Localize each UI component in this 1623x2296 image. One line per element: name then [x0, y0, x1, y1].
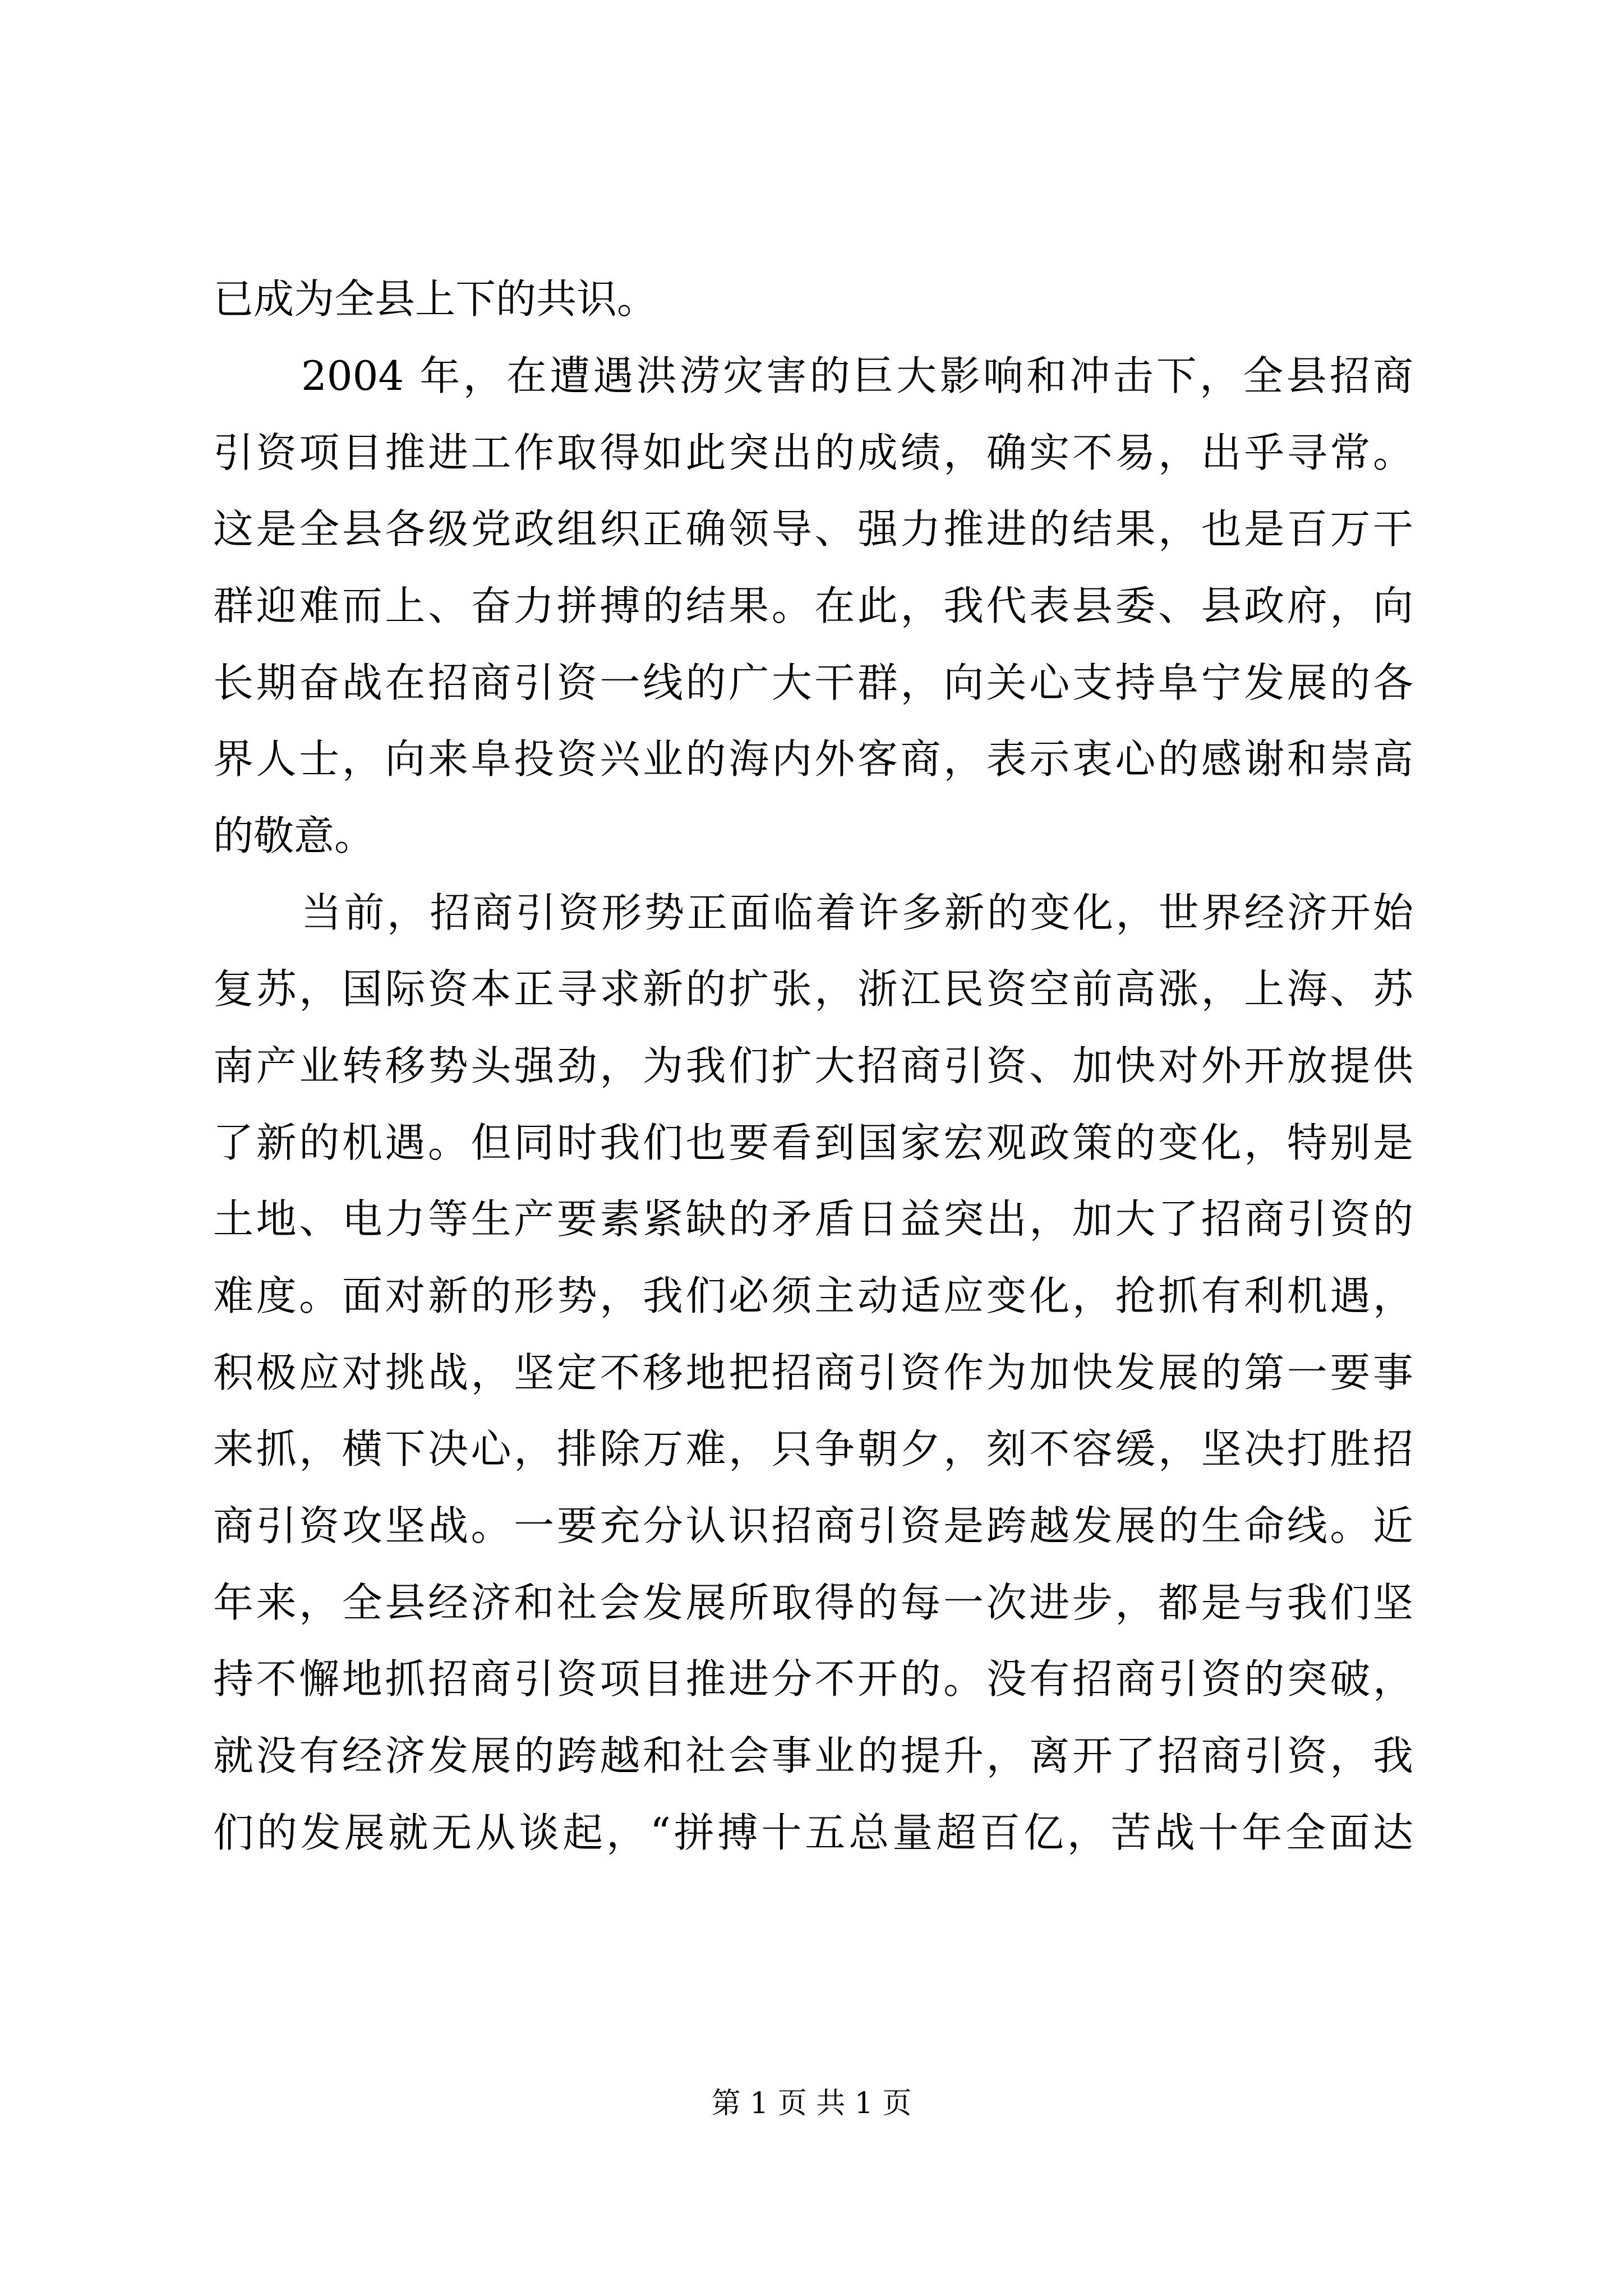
text-line: 年来，全县经济和社会发展所取得的每一次进步，都是与我们坚: [213, 1579, 1413, 1626]
text-line: 持不懈地抓招商引资项目推进分不开的。没有招商引资的突破，: [213, 1655, 1413, 1703]
text-line: 引资项目推进工作取得如此突出的成绩，确实不易，出乎寻常。: [213, 429, 1413, 476]
text-line: 难度。面对新的形势，我们必须主动适应变化，抢抓有利机遇，: [213, 1272, 1413, 1319]
text-line: 这是全县各级党政组织正确领导、强力推进的结果，也是百万干: [213, 505, 1413, 553]
text-line: 们的发展就无从谈起，“拼搏十五总量超百亿，苦战十年全面达: [213, 1809, 1413, 1856]
text-line: 积极应对挑战，坚定不移地把招商引资作为加快发展的第一要事: [213, 1349, 1413, 1396]
paragraph-first-line: 2004 年，在遭遇洪涝灾害的巨大影响和冲击下，全县招商: [301, 352, 1413, 399]
text-line: 长期奋战在招商引资一线的广大干群，向关心支持阜宁发展的各: [213, 659, 1413, 706]
text-line: 的敬意。: [213, 812, 375, 859]
text-line: 南产业转移势头强劲，为我们扩大招商引资、加快对外开放提供: [213, 1042, 1413, 1089]
page-number-footer: 第 1 页 共 1 页: [711, 2087, 912, 2120]
text-line: 商引资攻坚战。一要充分认识招商引资是跨越发展的生命线。近: [213, 1502, 1413, 1549]
text-line: 土地、电力等生产要素紧缺的矛盾日益突出，加大了招商引资的: [213, 1195, 1413, 1243]
text-line: 界人士，向来阜投资兴业的海内外客商，表示衷心的感谢和崇高: [213, 735, 1413, 783]
text-line: 了新的机遇。但同时我们也要看到国家宏观政策的变化，特别是: [213, 1119, 1413, 1166]
paragraph-first-line: 当前，招商引资形势正面临着许多新的变化，世界经济开始: [301, 889, 1413, 936]
text-line: 已成为全县上下的共识。: [213, 275, 658, 323]
text-line: 群迎难而上、奋力拼搏的结果。在此，我代表县委、县政府，向: [213, 582, 1413, 629]
text-line: 来抓，横下决心，排除万难，只争朝夕，刻不容缓，坚决打胜招: [213, 1425, 1413, 1473]
text-line: 就没有经济发展的跨越和社会事业的提升，离开了招商引资，我: [213, 1732, 1413, 1779]
text-line: 复苏，国际资本正寻求新的扩张，浙江民资空前高涨，上海、苏: [213, 965, 1413, 1013]
